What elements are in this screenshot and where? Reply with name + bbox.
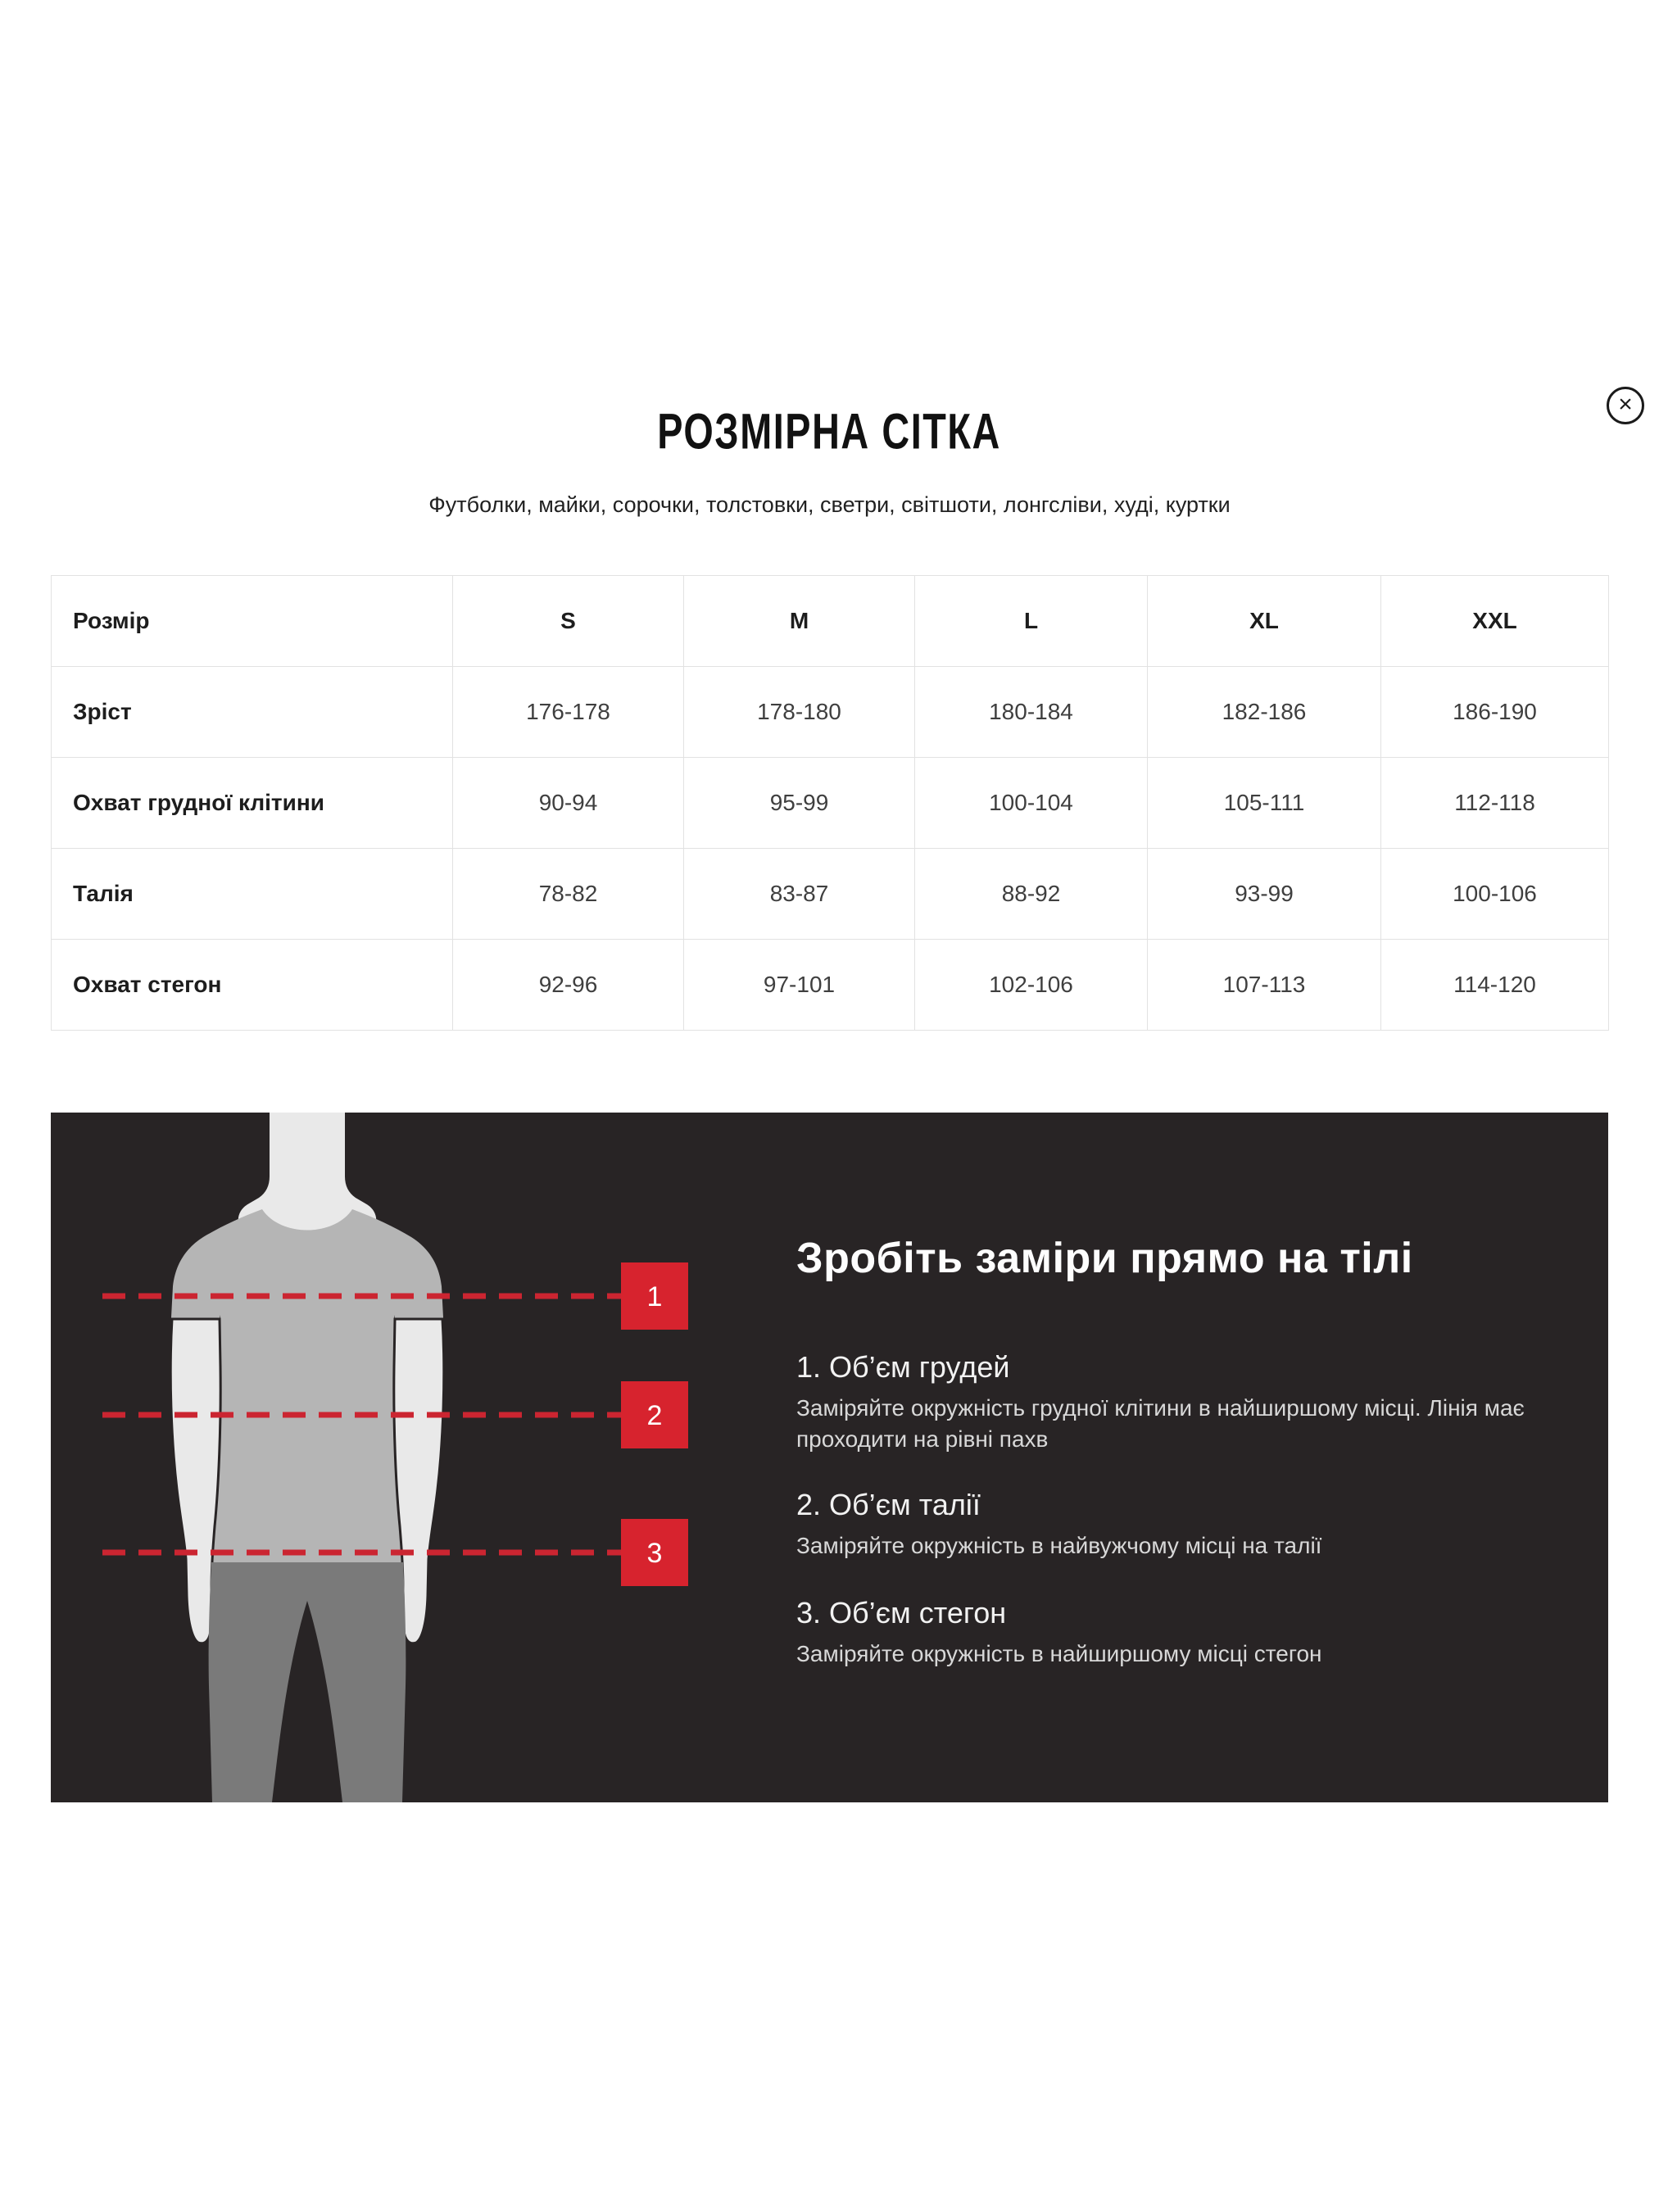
cell-hips-xl: 107-113 <box>1148 940 1381 1031</box>
size-table <box>51 575 1609 1031</box>
measure-panel <box>51 1113 1608 1802</box>
measure-item-waist <box>796 1488 1575 1562</box>
cell-hips-l: 102-106 <box>915 940 1148 1031</box>
cell-waist-l: 88-92 <box>915 849 1148 940</box>
cell-height-s: 176-178 <box>453 667 684 758</box>
marker-number-3: 3 <box>646 1538 663 1569</box>
measure-item-hips-title: 3. Об’єм стегон <box>796 1596 1007 1630</box>
cell-waist-m: 83-87 <box>684 849 915 940</box>
table-row-waist <box>52 849 1609 940</box>
table-row-chest <box>52 758 1609 849</box>
table-row-hips <box>52 940 1609 1031</box>
col-header-xl: XL <box>1148 576 1381 667</box>
cell-waist-xl: 93-99 <box>1148 849 1381 940</box>
measure-item-chest <box>796 1350 1575 1455</box>
marker-number-1: 1 <box>646 1281 663 1312</box>
cell-height-m: 178-180 <box>684 667 915 758</box>
cell-chest-l: 100-104 <box>915 758 1148 849</box>
row-label-hips: Охват стегон <box>52 940 453 1031</box>
measure-item-chest-title: 1. Об’єм грудей <box>796 1350 1010 1384</box>
page-subtitle-row <box>0 492 1659 518</box>
cell-chest-xxl: 112-118 <box>1381 758 1609 849</box>
cell-height-xl: 182-186 <box>1148 667 1381 758</box>
page-title: РОЗМІРНА СІТКА <box>657 403 1002 460</box>
measure-item-waist-description: Заміряйте окружність в найвужчому місці на талії <box>796 1533 1322 1558</box>
page-title-row <box>0 403 1659 460</box>
cell-chest-m: 95-99 <box>684 758 915 849</box>
table-row-height <box>52 667 1609 758</box>
row-label-waist: Талія <box>52 849 453 940</box>
col-header-l: L <box>915 576 1148 667</box>
cell-hips-xxl: 114-120 <box>1381 940 1609 1031</box>
col-header-rozmir: Розмір <box>52 576 453 667</box>
measure-item-chest-description: Заміряйте окружність грудної клітини в найширшому місці. Лінія має проходити на рівні пахв <box>796 1395 1525 1452</box>
col-header-m: M <box>684 576 915 667</box>
cell-waist-xxl: 100-106 <box>1381 849 1609 940</box>
cell-height-l: 180-184 <box>915 667 1148 758</box>
close-icon: × <box>1618 390 1633 418</box>
measure-markers <box>621 1262 688 1586</box>
body-measure-illustration <box>51 1113 1608 1802</box>
cell-chest-s: 90-94 <box>453 758 684 849</box>
cell-height-xxl: 186-190 <box>1381 667 1609 758</box>
cell-chest-xl: 105-111 <box>1148 758 1381 849</box>
measure-item-waist-title: 2. Об’єм талії <box>796 1488 981 1521</box>
row-label-height: Зріст <box>52 667 453 758</box>
marker-number-2: 2 <box>646 1400 663 1431</box>
measure-item-hips <box>796 1596 1575 1670</box>
measure-guide-heading: Зробіть заміри прямо на тілі <box>796 1235 1413 1282</box>
measure-item-hips-description: Заміряйте окружність в найширшому місці стегон <box>796 1641 1322 1666</box>
cell-hips-m: 97-101 <box>684 940 915 1031</box>
cell-hips-s: 92-96 <box>453 940 684 1031</box>
col-header-s: S <box>453 576 684 667</box>
cell-waist-s: 78-82 <box>453 849 684 940</box>
col-header-xxl: XXL <box>1381 576 1609 667</box>
row-label-chest: Охват грудної клітини <box>52 758 453 849</box>
page-subtitle: Футболки, майки, сорочки, толстовки, светри, світшоти, лонгсліви, худі, куртки <box>428 492 1231 517</box>
size-table-header-row <box>52 576 1609 667</box>
